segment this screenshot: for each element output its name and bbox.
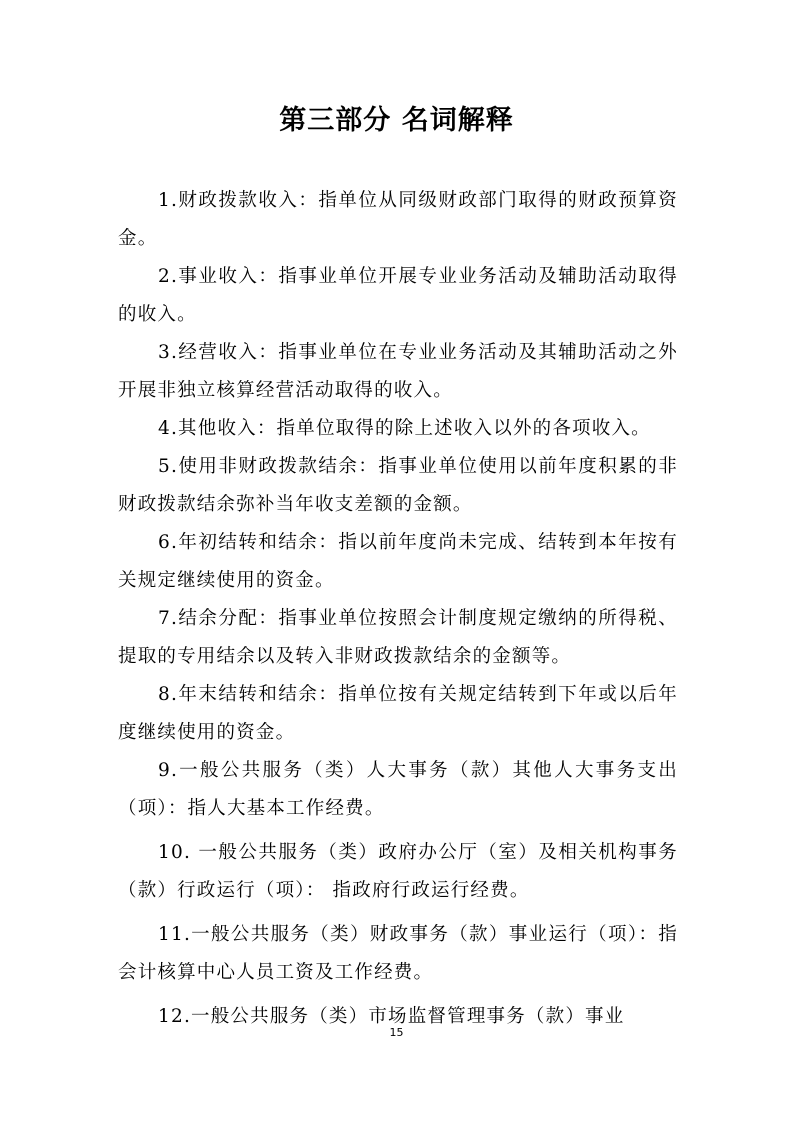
- definition-item: 7.结余分配：指事业单位按照会计制度规定缴纳的所得税、提取的专用结余以及转入非财政拨款结余的金额等。: [118, 608, 678, 667]
- definition-item: 1.财政拨款收入：指单位从同级财政部门取得的财政预算资金。: [118, 190, 678, 249]
- page-title: 第三部分 名词解释: [279, 105, 514, 136]
- definition-item: 3.经营收入：指事业单位在专业业务活动及其辅助活动之外开展非独立核算经营活动取得的收入。: [118, 342, 678, 401]
- definition-item: 8.年末结转和结余：指单位按有关规定结转到下年或以后年度继续使用的资金。: [118, 684, 678, 743]
- definition-item: 9.一般公共服务（类）人大事务（款）其他人大事务支出（项）：指人大基本工作经费。: [118, 760, 678, 819]
- definition-item: 5.使用非财政拨款结余：指事业单位使用以前年度积累的非财政拨款结余弥补当年收支差额的金额。: [118, 456, 678, 515]
- definition-item: 12.一般公共服务（类）市场监督管理事务（款）事业: [158, 1006, 625, 1027]
- definition-item: 4.其他收入：指单位取得的除上述收入以外的各项收入。: [158, 418, 651, 439]
- definition-item: 11.一般公共服务（类）财政事务（款）事业运行（项）：指会计核算中心人员工资及工作经费。: [118, 924, 678, 983]
- definition-item: 10. 一般公共服务（类）政府办公厅（室）及相关机构事务（款）行政运行（项）： 指政府行政运行经费。: [118, 842, 678, 901]
- page-number: 15: [389, 1026, 404, 1039]
- definition-item: 6.年初结转和结余：指以前年度尚未完成、结转到本年按有关规定继续使用的资金。: [118, 532, 678, 591]
- definitions-list: [118, 182, 678, 1036]
- definition-item: 2.事业收入：指事业单位开展专业业务活动及辅助活动取得的收入。: [118, 266, 678, 325]
